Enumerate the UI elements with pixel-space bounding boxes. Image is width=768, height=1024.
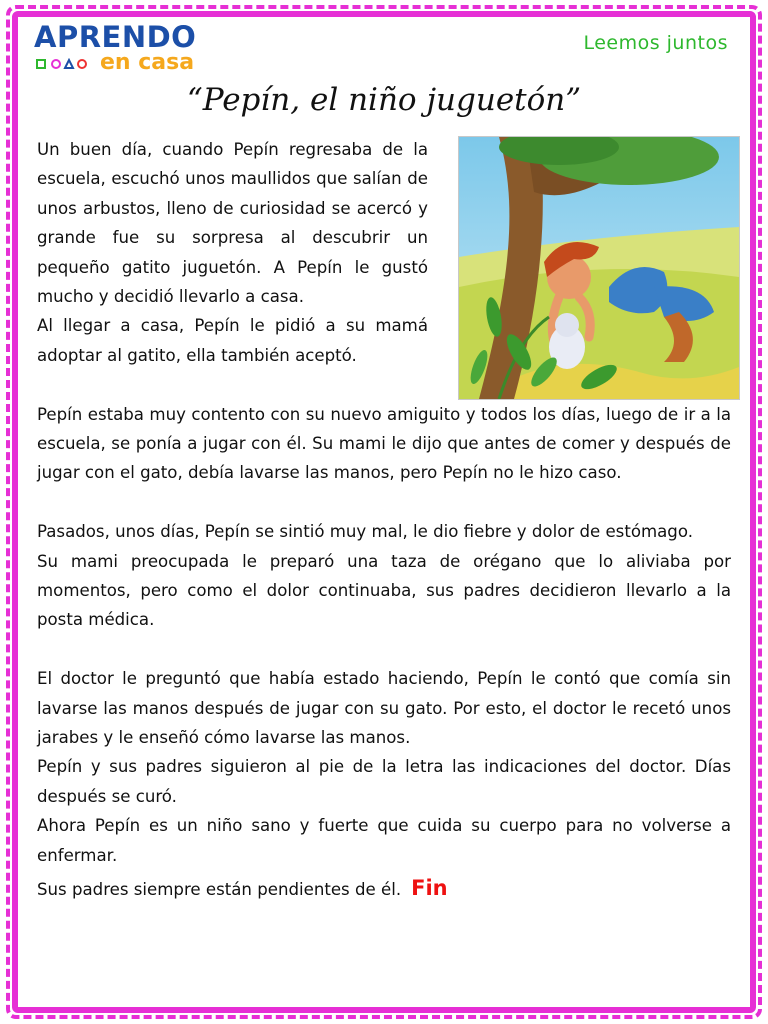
section-label: Leemos juntos — [583, 32, 728, 54]
story-closing-line — [37, 874, 731, 904]
logo-title: APRENDO — [34, 20, 197, 54]
story-paragraph: El doctor le preguntó que había estado haciendo, Pepín le contó que comía sin lavarse las manos después de jugar con su gato. Por esto, el doctor le recetó unos jarabes y le enseñó cómo lavarse las manos. — [37, 669, 731, 748]
story-paragraph: Pepín y sus padres siguieron al pie de la letra las indicaciones del doctor. Días después se curó. — [37, 757, 731, 806]
story-paragraph: Su mami preocupada le preparó una taza de orégano que lo aliviaba por momentos, pero como el dolor continuaba, sus padres decidieron llevarlo a la posta médica. — [37, 551, 731, 630]
logo-shapes-icon — [36, 58, 100, 72]
story-intro — [37, 135, 428, 370]
aprendo-en-casa-logo — [34, 20, 204, 80]
story-paragraph: Pasados, unos días, Pepín se sintió muy mal, le dio fiebre y dolor de estómago. — [37, 522, 693, 542]
story-text — [37, 135, 731, 905]
story-paragraph: Al llegar a casa, Pepín le pidió a su mamá adoptar al gatito, ella también aceptó. — [37, 316, 428, 365]
story-paragraph: Pepín estaba muy contento con su nuevo amiguito y todos los días, luego de ir a la escuela, se ponía a jugar con él. Su mami le dijo que antes de comer y después de jugar con el gato, debía lavarse las manos, pero Pepín no le hizo caso. — [37, 404, 731, 483]
story-closing-text: Sus padres siempre están pendientes de él. — [37, 880, 402, 900]
story-title: “Pepín, el niño juguetón” — [186, 82, 582, 118]
story-paragraph: Ahora Pepín es un niño sano y fuerte que cuida su cuerpo para no volverse a enfermar. — [37, 816, 731, 865]
story-paragraph: Un buen día, cuando Pepín regresaba de la escuela, escuchó unos maullidos que salían de unos arbustos, lleno de curiosidad se acercó y grande fue su sorpresa al descubrir un pequeño gatito juguetón. A Pepín le gustó mucho y decidió llevarlo a casa. — [37, 140, 428, 307]
fin-label: Fin — [411, 876, 448, 901]
logo-subtitle: en casa — [100, 50, 195, 75]
